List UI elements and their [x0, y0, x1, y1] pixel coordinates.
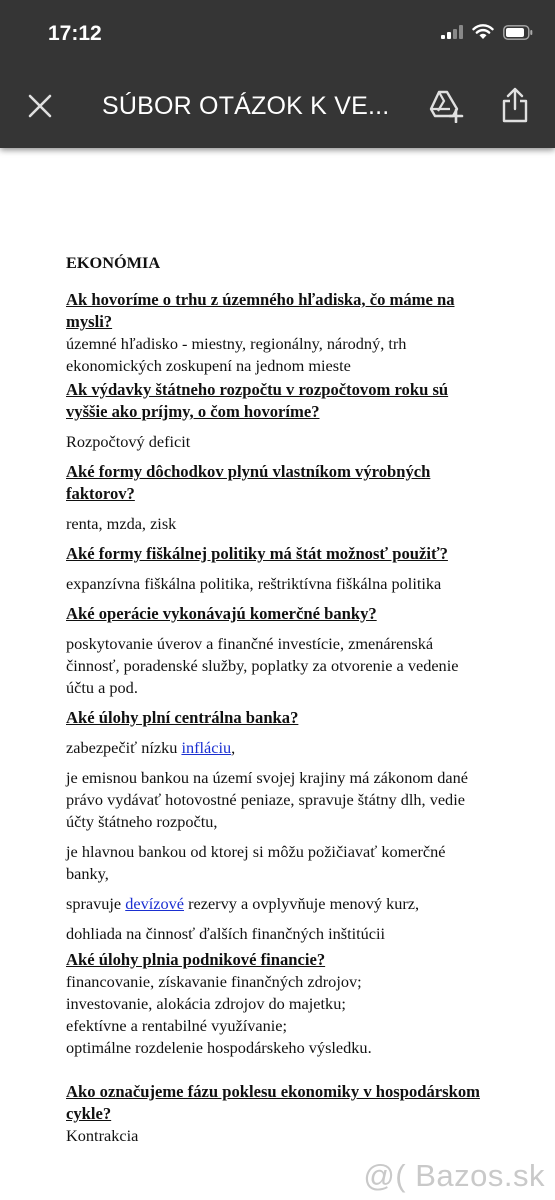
- document-page: [66, 252, 486, 1147]
- watermark: @( Bazos.sk: [363, 1158, 545, 1193]
- answer-text: spravuje: [66, 894, 126, 913]
- answer-text: zabezpečiť nízku: [66, 738, 182, 757]
- answer: ekonomických zoskupení na jednom mieste: [66, 356, 351, 375]
- answer-item: [66, 737, 486, 759]
- answer: Kontrakcia: [66, 1126, 139, 1145]
- document-title: SÚBOR OTÁZOK K VE...: [102, 92, 390, 120]
- app-toolbar: [0, 0, 555, 148]
- section-heading: EKONÓMIA: [66, 253, 161, 272]
- answer-text: rezervy a ovplyvňuje menový kurz,: [184, 894, 420, 913]
- question: Aké úlohy plní centrálna banka?: [66, 708, 299, 727]
- wifi-icon: [472, 24, 494, 40]
- answer: poskytovanie úverov a finančné investície, zmenárenská činnosť, poradenské služby, poplatky za otvorenie a vedenie účtu a pod.: [66, 634, 459, 697]
- question: Aké operácie vykonávajú komerčné banky?: [66, 604, 377, 623]
- answer: expanzívna fiškálna politika, reštriktívna fiškálna politika: [66, 574, 442, 593]
- answer: Rozpočtový deficit: [66, 432, 191, 451]
- battery-icon: [503, 25, 533, 40]
- answer-item: dohliada na činnosť ďalších finančných inštitúcii: [66, 924, 386, 943]
- answer: územné hľadisko - miestny, regionálny, národný, trh: [66, 334, 407, 353]
- answer: renta, mzda, zisk: [66, 514, 177, 533]
- answer: efektívne a rentabilné využívanie;: [66, 1016, 288, 1035]
- status-time: 17:12: [48, 22, 102, 45]
- answer-text: ,: [231, 738, 236, 757]
- answer-item: je emisnou bankou na území svojej krajiny má zákonom dané právo vydávať hotovostné peniaze, spravuje štátny dlh, vedie účty štátneho rozpočtu,: [66, 768, 468, 831]
- inflation-link[interactable]: infláciu: [181, 738, 232, 757]
- question: Aké formy dôchodkov plynú vlastníkom výrobných faktorov?: [66, 462, 431, 503]
- add-to-drive-icon[interactable]: [428, 89, 464, 123]
- answer: financovanie, získavanie finančných zdrojov;: [66, 972, 362, 991]
- foreign-exchange-link[interactable]: devízové: [125, 894, 184, 913]
- answer-item: je hlavnou bankou od ktorej si môžu požičiavať komerčné banky,: [66, 842, 446, 883]
- close-icon[interactable]: [26, 92, 54, 120]
- status-icons: [441, 24, 533, 40]
- question: Ak hovoríme o trhu z územného hľadiska, čo máme na mysli?: [66, 290, 455, 331]
- question: Aké úlohy plnia podnikové financie?: [66, 950, 326, 969]
- signal-icon: [441, 25, 463, 39]
- share-icon[interactable]: [501, 87, 529, 123]
- answer: investovanie, alokácia zdrojov do majetku;: [66, 994, 346, 1013]
- question: Aké formy fiškálnej politiky má štát možnosť použiť?: [66, 544, 448, 563]
- question: Ako označujeme fázu poklesu ekonomiky v hospodárskom cykle?: [66, 1082, 480, 1123]
- answer-item: [66, 893, 486, 915]
- answer: optimálne rozdelenie hospodárskeho výsledku.: [66, 1038, 372, 1057]
- question: Ak výdavky štátneho rozpočtu v rozpočtovom roku sú vyššie ako príjmy, o čom hovoríme?: [66, 380, 449, 421]
